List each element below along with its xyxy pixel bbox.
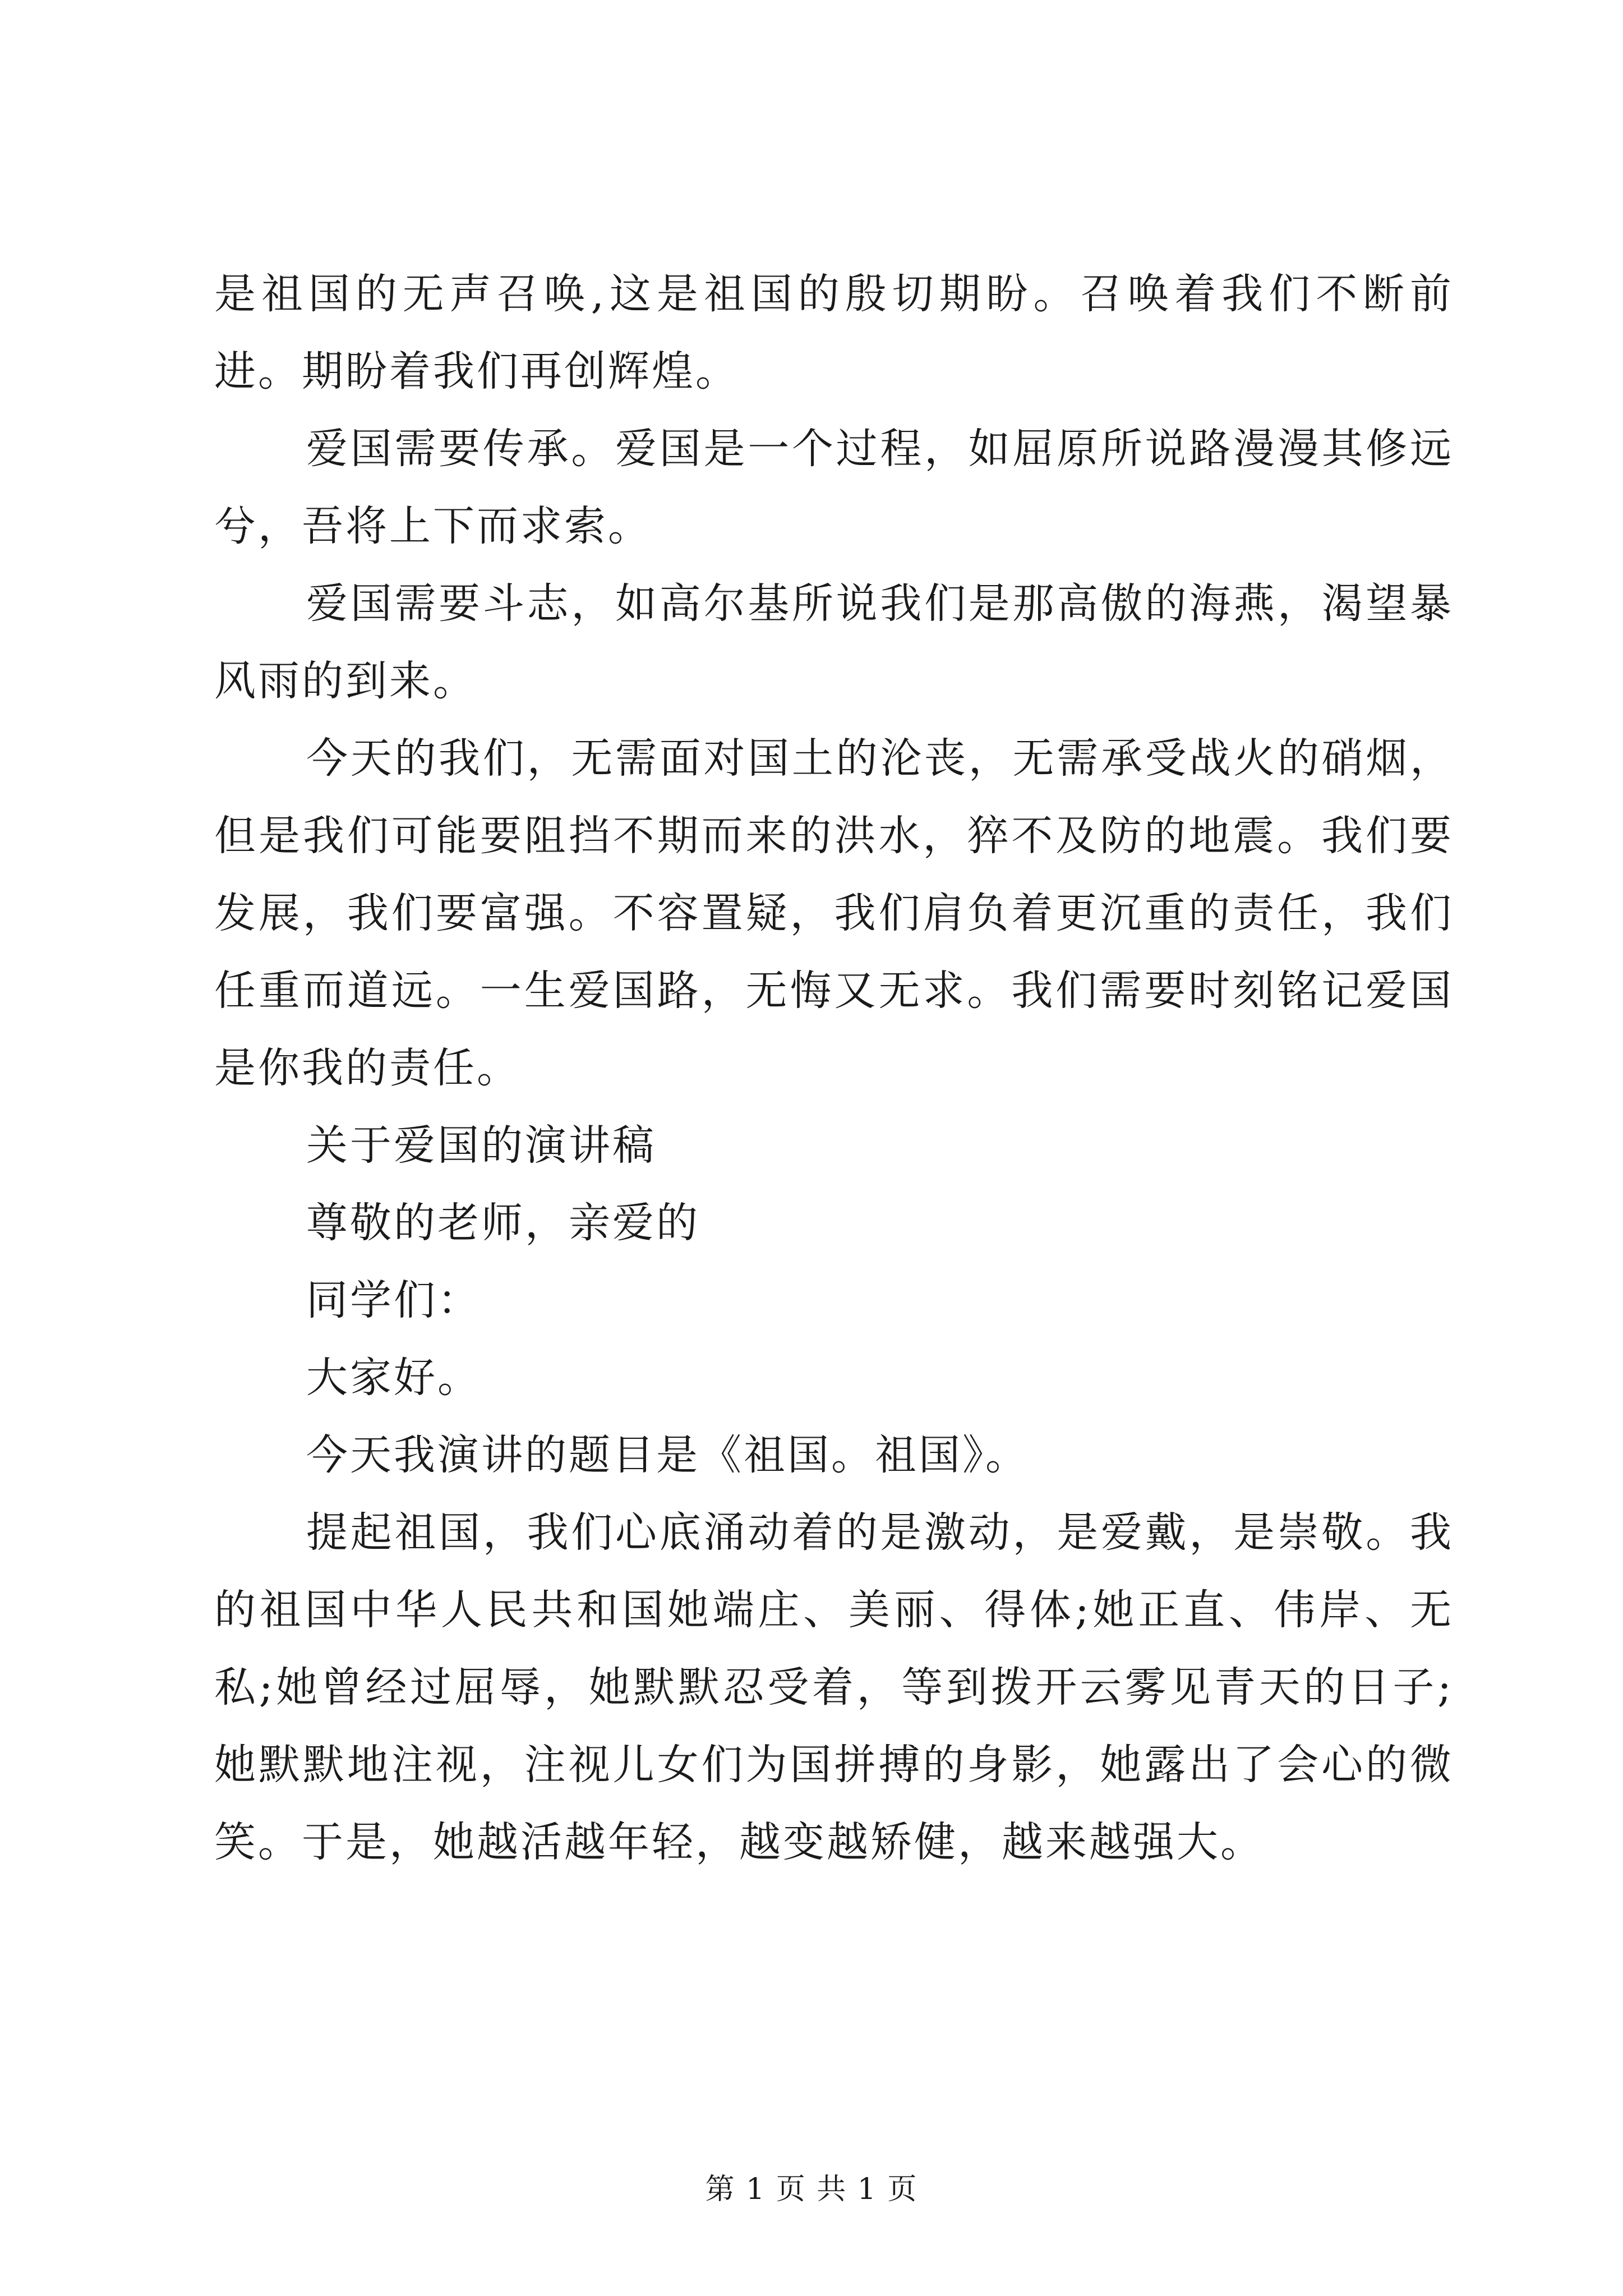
greeting: 大家好。 — [306, 1354, 481, 1402]
speech-title: 关于爱国的演讲稿 — [306, 1121, 656, 1170]
paragraph-fighting-spirit: 爱国需要斗志，如高尔基所说我们是那高傲的海燕，渴望暴风雨的到来。 — [214, 579, 1454, 705]
document-body — [214, 255, 1454, 1881]
salutation-line-2: 同学们： — [306, 1276, 481, 1324]
salutation-line-1: 尊敬的老师，亲爱的 — [306, 1199, 700, 1247]
paragraph-today: 今天的我们，无需面对国土的沦丧，无需承受战火的硝烟，但是我们可能要阻挡不期而来的洪水，猝不及防的地震。我们要发展，我们要富强。不容置疑，我们肩负着更沉重的责任，我们任重而道远。一生爱国路，无悔又无求。我们需要时刻铭记爱国是你我的责任。 — [214, 734, 1454, 1092]
speech-topic: 今天我演讲的题目是《祖国。祖国》。 — [306, 1431, 1029, 1479]
page-footer: 第 1 页 共 1 页 — [705, 2173, 918, 2206]
paragraph-inheritance: 爱国需要传承。爱国是一个过程，如屈原所说路漫漫其修远兮，吾将上下而求索。 — [214, 425, 1454, 550]
paragraph-continuation: 是祖国的无声召唤,这是祖国的殷切期盼。召唤着我们不断前进。期盼着我们再创辉煌。 — [214, 270, 1454, 395]
paragraph-motherland: 提起祖国，我们心底涌动着的是激动，是爱戴，是崇敬。我的祖国中华人民共和国她端庄、美丽、得体;她正直、伟岸、无私;她曾经过屈辱，她默默忍受着，等到拨开云雾见青天的日子;她默默地注视，注视儿女们为国拼搏的身影，她露出了会心的微笑。于是，她越活越年轻，越变越矫健，越来越强大。 — [214, 1508, 1454, 1866]
